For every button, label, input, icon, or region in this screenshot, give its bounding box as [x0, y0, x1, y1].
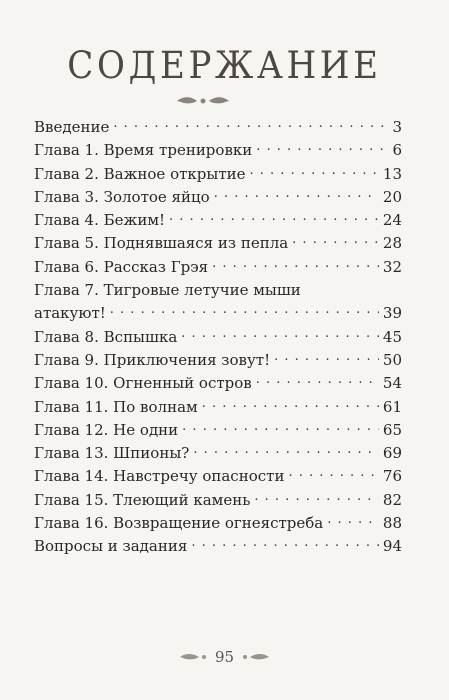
toc-entry: [34, 465, 402, 488]
dot-leader: [288, 466, 378, 489]
dot-leader: [292, 233, 379, 256]
toc-entry: [34, 139, 402, 162]
toc-entry-title: Введение: [34, 118, 110, 136]
toc-entry-page: 24: [382, 211, 402, 230]
dot-leader: [254, 489, 379, 512]
toc-entry-page: 45: [382, 327, 402, 346]
dot-leader: [327, 512, 379, 535]
toc-entry-page: 61: [382, 397, 402, 416]
page-footer: [0, 648, 449, 666]
toc-entry: [34, 209, 402, 232]
dot-leader: [113, 116, 384, 139]
footer-ornament-right-icon: [242, 652, 270, 662]
dot-leader: [250, 163, 379, 186]
toc-entry: [34, 116, 402, 139]
toc-entry: [34, 419, 402, 442]
toc-entry: [34, 512, 402, 535]
dot-leader: [256, 140, 384, 163]
dot-leader: [169, 209, 379, 232]
dot-leader: [181, 326, 379, 349]
toc-entry-page: 76: [382, 467, 402, 486]
toc-entry-title: Глава 5. Поднявшаяся из пепла: [34, 234, 289, 253]
toc-entry-title: Глава 2. Важное открытие: [34, 164, 246, 183]
dot-leader: [202, 396, 379, 419]
toc-entry-page: 3: [392, 118, 402, 136]
toc-entry-page: 65: [382, 420, 402, 439]
toc-entry: [34, 442, 402, 465]
toc-entry-title: Глава 9. Приключения зовут!: [34, 350, 271, 369]
title-ornament-icon: [175, 94, 231, 108]
toc-entry-title: Глава 15. Тлеющий камень: [34, 490, 251, 509]
dot-leader: [212, 256, 379, 279]
dot-leader: [110, 303, 379, 326]
toc-entry-title: Глава 6. Рассказ Грэя: [34, 257, 209, 276]
toc-entry-title: Глава 7. Тигровые летучие мыши: [34, 281, 301, 300]
toc-entry-page: 94: [382, 537, 402, 556]
toc-entry-page: 6: [392, 141, 402, 160]
dot-leader: [256, 373, 379, 396]
toc-entry: [34, 326, 402, 349]
dot-leader: [182, 419, 379, 442]
toc-entry-page: 13: [382, 164, 402, 183]
toc-entry-title: Глава 13. Шпионы?: [34, 444, 190, 463]
toc-entry-title-continued: атакуют!: [34, 304, 106, 323]
toc-entry-page: 28: [382, 234, 402, 253]
toc-entry: [34, 279, 402, 326]
dot-leader: [191, 536, 379, 559]
toc-entry-title: Глава 10. Огненный остров: [34, 374, 252, 393]
footer-ornament-left-icon: [179, 652, 207, 662]
toc-entry-title: Глава 3. Золотое яйцо: [34, 187, 210, 206]
toc-entry: [34, 489, 402, 512]
toc-entry: [34, 535, 402, 558]
toc-entry-title: Глава 1. Время тренировки: [34, 141, 253, 160]
toc-entry-title: Глава 4. Бежим!: [34, 211, 166, 230]
toc-entry-page: 20: [382, 187, 402, 206]
toc-entry-title: Глава 11. По волнам: [34, 397, 198, 416]
dot-leader: [193, 442, 379, 465]
toc-entry-page: 88: [382, 514, 402, 533]
toc-entry-page: 69: [382, 444, 402, 463]
toc-entry-page: 39: [382, 304, 402, 323]
toc-entry-title: Глава 8. Вспышка: [34, 327, 178, 346]
toc-entry-page: 54: [382, 374, 402, 393]
dot-leader: [214, 186, 379, 209]
toc-entry: [34, 256, 402, 279]
toc-entry-title: Глава 14. Навстречу опасности: [34, 467, 285, 486]
page-title: СОДЕРЖАНИЕ: [67, 44, 382, 87]
table-of-contents: [34, 116, 402, 559]
toc-entry-page: 82: [382, 490, 402, 509]
toc-entry: [34, 186, 402, 209]
toc-entry-title: Глава 16. Возвращение огнеястреба: [34, 514, 324, 533]
toc-entry-title: Глава 12. Не одни: [34, 420, 179, 439]
page-number: 95: [214, 648, 235, 666]
toc-entry: [34, 372, 402, 395]
toc-entry-title: Вопросы и задания: [34, 537, 188, 556]
toc-entry: [34, 396, 402, 419]
toc-entry: [34, 232, 402, 255]
toc-entry-page: 32: [382, 257, 402, 276]
dot-leader: [274, 349, 379, 372]
toc-entry-page: 50: [382, 350, 402, 369]
toc-entry: [34, 163, 402, 186]
toc-entry: [34, 349, 402, 372]
